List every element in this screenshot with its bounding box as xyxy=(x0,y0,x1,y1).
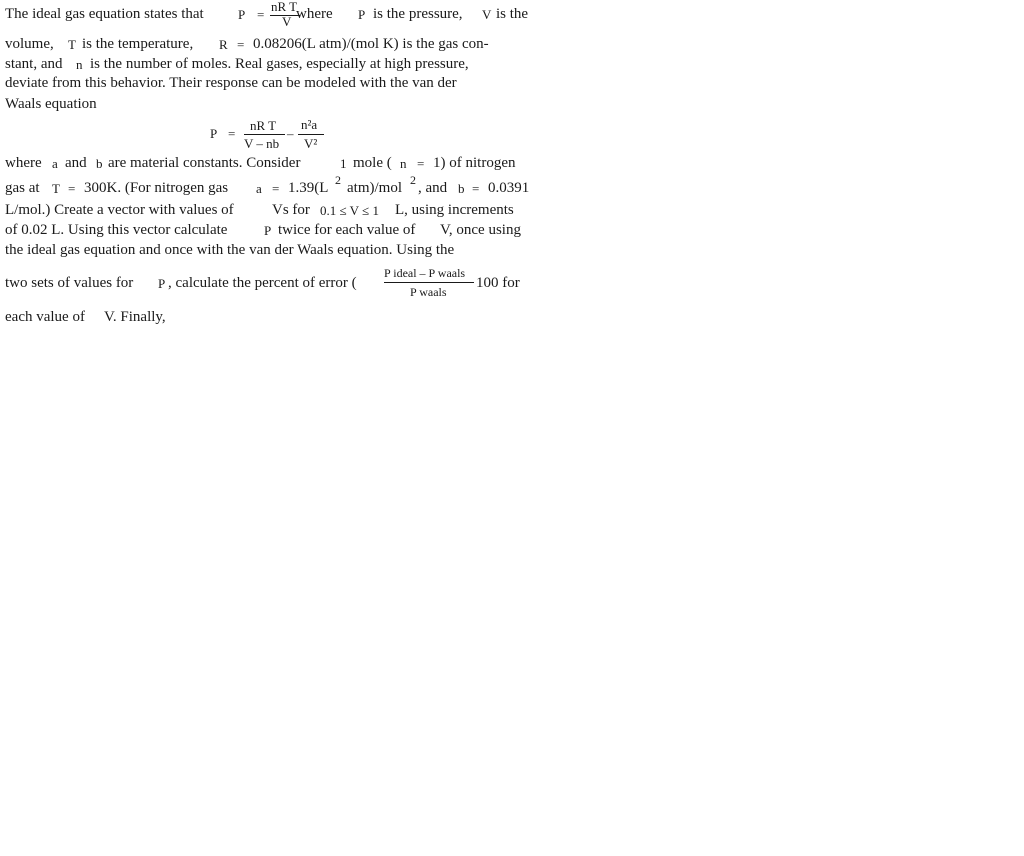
ideal-denominator: V xyxy=(282,14,292,29)
line2-volume: volume, xyxy=(5,36,54,52)
line8-vs: Vs for xyxy=(272,202,310,218)
n-symbol-2: n xyxy=(400,156,407,171)
a-unit: atm)/mol xyxy=(347,180,402,196)
error-denominator: P waals xyxy=(410,285,447,299)
r-equals: = xyxy=(237,37,245,52)
sup-2-a: 2 xyxy=(335,173,341,187)
t-symbol: T xyxy=(52,181,60,196)
line9-start: of 0.02 L. Using this vector calculate xyxy=(5,222,228,238)
vdw-equals: = xyxy=(228,126,236,141)
line1-pressure: is the pressure, xyxy=(373,6,463,22)
line6-nitrogen: 1) of nitrogen xyxy=(433,155,516,171)
line6-mole: mole ( xyxy=(353,155,392,171)
ideal-p-symbol: P xyxy=(238,7,246,22)
p-symbol-3: P xyxy=(264,223,272,238)
temp-symbol: T xyxy=(68,37,76,52)
line10: the ideal gas equation and once with the van der Waals equation. Using the xyxy=(5,242,455,258)
line1-where: where xyxy=(296,6,333,22)
line4: deviate from this behavior. Their response can be modeled with the van der xyxy=(5,75,457,91)
line8-start: L/mol.) Create a vector with values of xyxy=(5,202,234,218)
ideal-numerator: nR T xyxy=(271,0,298,14)
vdw-fraction-bar-1 xyxy=(244,134,285,135)
line7-gas-at: gas at xyxy=(5,180,40,196)
line6-where: where xyxy=(5,155,42,171)
b-value: 0.0391 xyxy=(488,180,530,196)
one-symbol: 1 xyxy=(340,156,347,171)
sup-2-b: 2 xyxy=(410,173,416,187)
vdw-p-symbol: P xyxy=(210,126,218,141)
line5: Waals equation xyxy=(5,96,97,112)
b-equals: = xyxy=(472,181,480,196)
line7-300k: 300K. (For nitrogen gas xyxy=(84,180,229,196)
r-symbol: R xyxy=(219,37,228,52)
error-fraction-bar xyxy=(384,282,474,283)
line3-rest: is the number of moles. Real gases, especially at high pressure, xyxy=(90,56,469,72)
b-symbol-2: b xyxy=(458,181,465,196)
line3-start: stant, and xyxy=(5,56,63,72)
vdw-numerator-2: n²a xyxy=(301,117,318,132)
line12-start: each value of xyxy=(5,309,85,325)
p-symbol-4: P xyxy=(158,276,166,291)
line11-start: two sets of values for xyxy=(5,275,134,291)
b-symbol: b xyxy=(96,156,103,171)
error-numerator: P ideal – P waals xyxy=(384,266,466,280)
vdw-fraction-bar-2 xyxy=(298,134,324,135)
line1-intro: The ideal gas equation states that xyxy=(5,6,204,22)
v-range: 0.1 ≤ V ≤ 1 xyxy=(320,203,379,218)
vdw-numerator-1: nR T xyxy=(250,118,277,133)
line6-and: and xyxy=(65,155,87,171)
a-value: 1.39(L xyxy=(288,180,329,196)
vdw-denominator-2: V² xyxy=(304,136,318,151)
line11-end: 100 for xyxy=(476,275,520,291)
a-equals: = xyxy=(272,181,280,196)
pressure-symbol: P xyxy=(358,7,366,22)
n-equals: = xyxy=(417,156,425,171)
n-symbol: n xyxy=(76,57,83,72)
line7-and: , and xyxy=(418,180,448,196)
line8-end: L, using increments xyxy=(395,202,514,218)
line12-end: V. Finally, xyxy=(104,309,166,325)
a-symbol: a xyxy=(52,156,58,171)
a-symbol-2: a xyxy=(256,181,262,196)
line2-temperature: is the temperature, xyxy=(82,36,194,52)
vdw-minus: – xyxy=(287,126,294,141)
volume-symbol: V xyxy=(482,7,492,22)
ideal-equals: = xyxy=(257,7,265,22)
t-equals: = xyxy=(68,181,76,196)
line2-rvalue: 0.08206(L atm)/(mol K) is the gas con- xyxy=(253,36,489,52)
line9-mid: twice for each value of xyxy=(278,222,416,238)
line11-mid: , calculate the percent of error ( xyxy=(168,275,357,291)
vdw-denominator-1: V – nb xyxy=(244,136,280,151)
line1-end: is the xyxy=(496,6,529,22)
line6-constants: are material constants. Consider xyxy=(108,155,301,171)
line9-end: V, once using xyxy=(440,222,521,238)
